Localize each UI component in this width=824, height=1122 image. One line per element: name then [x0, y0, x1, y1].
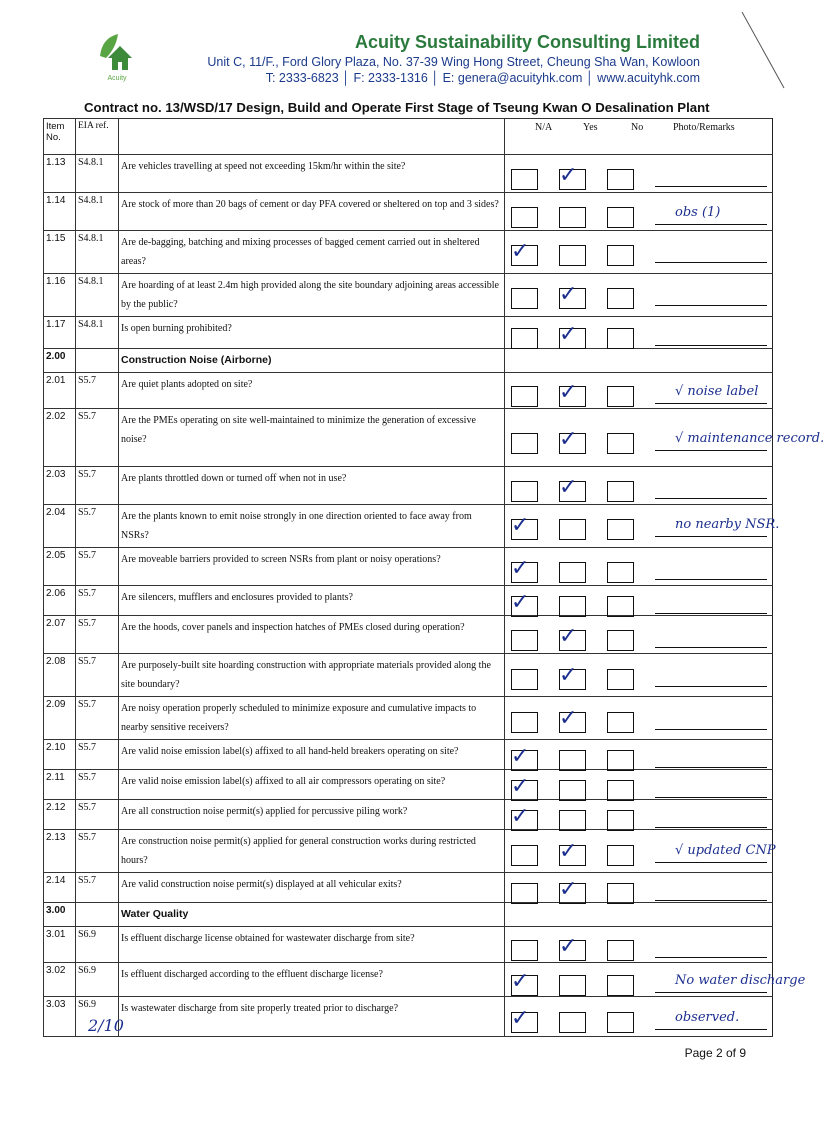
na-checkbox[interactable]	[511, 169, 538, 190]
response-cell	[505, 740, 773, 770]
table-row	[44, 467, 773, 505]
item-number: 3.00	[44, 903, 76, 927]
na-checkbox[interactable]	[511, 433, 538, 454]
response-cell	[505, 373, 773, 409]
table-row	[44, 409, 773, 467]
col-eia-header: EIA ref.	[76, 119, 119, 155]
section-row	[44, 903, 773, 927]
question-text: Are the hoods, cover panels and inspection hatches of PMEs closed during operation?	[119, 616, 505, 654]
no-checkbox[interactable]	[607, 562, 634, 583]
tick-mark-icon: ✓	[559, 474, 578, 500]
yes-checkbox[interactable]	[559, 562, 586, 583]
item-number: 2.00	[44, 349, 76, 373]
item-number: 3.01	[44, 927, 76, 963]
eia-ref: S4.8.1	[76, 231, 119, 274]
remarks-line[interactable]	[655, 498, 767, 499]
table-row	[44, 697, 773, 740]
eia-ref: S4.8.1	[76, 155, 119, 193]
no-checkbox[interactable]	[607, 712, 634, 733]
yes-checkbox[interactable]	[559, 519, 586, 540]
remarks-line[interactable]	[655, 862, 767, 863]
item-number: 1.14	[44, 193, 76, 231]
table-row	[44, 927, 773, 963]
no-checkbox[interactable]	[607, 433, 634, 454]
tick-mark-icon: ✓	[511, 589, 530, 615]
item-number: 2.01	[44, 373, 76, 409]
yes-checkbox[interactable]	[559, 1012, 586, 1033]
remarks-line[interactable]	[655, 767, 767, 768]
tick-mark-icon: ✓	[559, 281, 578, 307]
handwritten-remark: no nearby NSR.	[675, 516, 780, 532]
no-checkbox[interactable]	[607, 207, 634, 228]
item-number: 2.08	[44, 654, 76, 697]
response-cell	[505, 231, 773, 274]
table-row	[44, 193, 773, 231]
no-checkbox[interactable]	[607, 975, 634, 996]
table-row	[44, 373, 773, 409]
tick-mark-icon: ✓	[511, 512, 530, 538]
response-cell	[505, 997, 773, 1037]
yes-checkbox[interactable]	[559, 596, 586, 617]
no-checkbox[interactable]	[607, 386, 634, 407]
question-text: Are de-bagging, batching and mixing processes of bagged cement carried out in sheltered areas?	[119, 231, 505, 274]
no-checkbox[interactable]	[607, 328, 634, 349]
na-checkbox[interactable]	[511, 669, 538, 690]
tick-mark-icon: ✓	[559, 426, 578, 452]
tick-mark-icon: ✓	[511, 803, 530, 829]
yes-checkbox[interactable]	[559, 780, 586, 801]
table-row	[44, 317, 773, 349]
handwritten-remark: obs (1)	[675, 204, 721, 220]
remarks-line[interactable]	[655, 900, 767, 901]
no-checkbox[interactable]	[607, 245, 634, 266]
remarks-line[interactable]	[655, 450, 767, 451]
table-header-row	[44, 119, 773, 155]
remarks-line[interactable]	[655, 1029, 767, 1030]
item-number: 1.16	[44, 274, 76, 317]
no-checkbox[interactable]	[607, 810, 634, 831]
question-text: Are plants throttled down or turned off when not in use?	[119, 467, 505, 505]
question-text: Are stock of more than 20 bags of cement or day PFA covered or sheltered on top and 3 sides?	[119, 193, 505, 231]
question-text: Are silencers, mufflers and enclosures provided to plants?	[119, 586, 505, 616]
question-text: Is effluent discharged according to the effluent discharge license?	[119, 963, 505, 997]
eia-ref: S4.8.1	[76, 274, 119, 317]
handwritten-remark: √ updated CNP	[675, 842, 776, 858]
na-checkbox[interactable]	[511, 386, 538, 407]
table-row	[44, 616, 773, 654]
table-row	[44, 586, 773, 616]
response-cell	[505, 274, 773, 317]
remarks-line[interactable]	[655, 579, 767, 580]
remarks-line[interactable]	[655, 345, 767, 346]
remarks-line[interactable]	[655, 729, 767, 730]
eia-ref: S5.7	[76, 505, 119, 548]
col-no-header: No	[631, 122, 644, 133]
contract-title: Contract no. 13/WSD/17 Design, Build and Operate First Stage of Tseung Kwan O Desalination Plant	[84, 100, 710, 115]
question-text: Are the PMEs operating on site well-maintained to minimize the generation of excessive noise?	[119, 409, 505, 467]
question-text: Are valid construction noise permit(s) displayed at all vehicular exits?	[119, 873, 505, 903]
tick-mark-icon: ✓	[559, 838, 578, 864]
item-number: 1.17	[44, 317, 76, 349]
remarks-line[interactable]	[655, 186, 767, 187]
yes-checkbox[interactable]	[559, 810, 586, 831]
item-number: 2.04	[44, 505, 76, 548]
item-number: 2.02	[44, 409, 76, 467]
response-cell	[505, 317, 773, 349]
eia-ref: S6.9	[76, 997, 119, 1037]
na-checkbox[interactable]	[511, 630, 538, 651]
address-line: Unit C, 11/F., Ford Glory Plaza, No. 37-39 Wing Hong Street, Cheung Sha Wan, Kowloon	[207, 55, 700, 69]
handwritten-remark: observed.	[675, 1009, 740, 1025]
item-number: 3.02	[44, 963, 76, 997]
response-cell	[505, 927, 773, 963]
item-number: 2.05	[44, 548, 76, 586]
remarks-line[interactable]	[655, 797, 767, 798]
response-cell	[505, 830, 776, 873]
tick-mark-icon: ✓	[559, 623, 578, 649]
question-text: Are valid noise emission label(s) affixed to all hand-held breakers operating on site?	[119, 740, 505, 770]
tick-mark-icon: ✓	[511, 1005, 530, 1031]
question-text: Is wastewater discharge from site properly treated prior to discharge?	[119, 997, 505, 1037]
handwritten-remark: √ maintenance record.	[675, 430, 824, 446]
col-remarks-header: Photo/Remarks	[673, 122, 735, 133]
company-address	[207, 54, 700, 86]
item-number: 2.14	[44, 873, 76, 903]
no-checkbox[interactable]	[607, 288, 634, 309]
logo-text: Acuity	[107, 75, 127, 82]
tick-mark-icon: ✓	[511, 555, 530, 581]
no-checkbox[interactable]	[607, 940, 634, 961]
eia-ref: S5.7	[76, 697, 119, 740]
response-cell	[505, 409, 824, 467]
question-text: Are purposely-built site hoarding construction with appropriate materials provided along the site boundary?	[119, 654, 505, 697]
na-checkbox[interactable]	[511, 845, 538, 866]
remarks-line[interactable]	[655, 403, 767, 404]
no-checkbox[interactable]	[607, 669, 634, 690]
table-row	[44, 740, 773, 770]
question-text: Are valid noise emission label(s) affixed to all air compressors operating on site?	[119, 770, 505, 800]
response-cell	[505, 903, 773, 927]
tick-mark-icon: ✓	[511, 773, 530, 799]
handwritten-remark: No water discharge	[675, 972, 806, 988]
response-cell	[505, 873, 773, 903]
eia-ref: S5.7	[76, 830, 119, 873]
col-question-header	[119, 119, 505, 155]
remarks-line[interactable]	[655, 686, 767, 687]
contact-line: T: 2333-6823 │ F: 2333-1316 │ E: genera@acuityhk.com │ www.acuityhk.com	[265, 71, 700, 85]
table-row	[44, 830, 773, 873]
col-check-header	[505, 119, 773, 155]
remarks-line[interactable]	[655, 224, 767, 225]
question-text: Is effluent discharge license obtained for wastewater discharge from site?	[119, 927, 505, 963]
tick-mark-icon: ✓	[511, 743, 530, 769]
eia-ref: S4.8.1	[76, 193, 119, 231]
no-checkbox[interactable]	[607, 596, 634, 617]
tick-mark-icon: ✓	[559, 321, 578, 347]
tick-mark-icon: ✓	[559, 162, 578, 188]
response-cell	[505, 349, 773, 373]
question-text: Are all construction noise permit(s) applied for percussive piling work?	[119, 800, 505, 830]
remarks-line[interactable]	[655, 827, 767, 828]
no-checkbox[interactable]	[607, 519, 634, 540]
eia-ref: S5.7	[76, 467, 119, 505]
na-checkbox[interactable]	[511, 207, 538, 228]
eia-ref: S5.7	[76, 770, 119, 800]
response-cell	[505, 155, 773, 193]
eia-ref: S5.7	[76, 586, 119, 616]
col-na-header: N/A	[535, 122, 553, 133]
section-row	[44, 349, 773, 373]
no-checkbox[interactable]	[607, 630, 634, 651]
na-checkbox[interactable]	[511, 883, 538, 904]
response-cell	[505, 505, 780, 548]
section-title: Water Quality	[119, 903, 505, 927]
page-number: Page 2 of 9	[684, 1046, 746, 1060]
table-row	[44, 963, 773, 997]
table-row	[44, 155, 773, 193]
response-cell	[505, 770, 773, 800]
table-row	[44, 873, 773, 903]
response-cell	[505, 548, 773, 586]
na-checkbox[interactable]	[511, 712, 538, 733]
tick-mark-icon: ✓	[559, 876, 578, 902]
company-name: Acuity Sustainability Consulting Limited	[354, 32, 700, 52]
question-text: Are hoarding of at least 2.4m high provided along the site boundary adjoining areas accessible by the public?	[119, 274, 505, 317]
item-number: 2.06	[44, 586, 76, 616]
na-checkbox[interactable]	[511, 288, 538, 309]
eia-ref: S5.7	[76, 409, 119, 467]
tick-mark-icon: ✓	[559, 933, 578, 959]
tick-mark-icon: ✓	[511, 238, 530, 264]
eia-ref	[76, 903, 119, 927]
remarks-line[interactable]	[655, 957, 767, 958]
section-title: Construction Noise (Airborne)	[119, 349, 505, 373]
question-text: Are the plants known to emit noise strongly in one direction oriented to face away from NSRs?	[119, 505, 505, 548]
yes-checkbox[interactable]	[559, 975, 586, 996]
table-row	[44, 548, 773, 586]
item-number: 2.13	[44, 830, 76, 873]
response-cell	[505, 586, 773, 616]
remarks-line[interactable]	[655, 647, 767, 648]
question-text: Are noisy operation properly scheduled to minimize exposure and cumulative impacts to nearby sensitive receivers?	[119, 697, 505, 740]
remarks-line[interactable]	[655, 992, 767, 993]
eia-ref: S5.7	[76, 616, 119, 654]
eia-ref: S5.7	[76, 800, 119, 830]
question-text: Is open burning prohibited?	[119, 317, 505, 349]
na-checkbox[interactable]	[511, 481, 538, 502]
corner-pen-mark-icon	[740, 10, 786, 90]
item-number: 2.12	[44, 800, 76, 830]
handwritten-page-note: 2/10	[88, 1016, 124, 1035]
question-text: Are moveable barriers provided to screen NSRs from plant or noisy operations?	[119, 548, 505, 586]
item-number: 2.11	[44, 770, 76, 800]
eia-ref: S5.7	[76, 548, 119, 586]
eia-ref: S6.9	[76, 927, 119, 963]
col-item-header: Item No.	[44, 119, 76, 155]
no-checkbox[interactable]	[607, 481, 634, 502]
item-number: 1.15	[44, 231, 76, 274]
item-number: 2.09	[44, 697, 76, 740]
response-cell	[505, 697, 773, 740]
item-number: 2.03	[44, 467, 76, 505]
remarks-line[interactable]	[655, 536, 767, 537]
no-checkbox[interactable]	[607, 883, 634, 904]
eia-ref: S5.7	[76, 654, 119, 697]
eia-ref: S5.7	[76, 740, 119, 770]
eia-ref: S5.7	[76, 873, 119, 903]
no-checkbox[interactable]	[607, 845, 634, 866]
question-text: Are quiet plants adopted on site?	[119, 373, 505, 409]
table-row	[44, 654, 773, 697]
tick-mark-icon: ✓	[559, 662, 578, 688]
item-number: 2.07	[44, 616, 76, 654]
handwritten-remark: √ noise label	[675, 383, 759, 399]
response-cell	[505, 467, 773, 505]
response-cell	[505, 193, 773, 231]
remarks-line[interactable]	[655, 305, 767, 306]
table-row	[44, 770, 773, 800]
response-cell	[505, 654, 773, 697]
item-number: 2.10	[44, 740, 76, 770]
remarks-line[interactable]	[655, 613, 767, 614]
table-row	[44, 505, 773, 548]
table-row	[44, 800, 773, 830]
no-checkbox[interactable]	[607, 1012, 634, 1033]
tick-mark-icon: ✓	[511, 968, 530, 994]
table-row	[44, 997, 773, 1037]
yes-checkbox[interactable]	[559, 750, 586, 771]
item-number: 1.13	[44, 155, 76, 193]
na-checkbox[interactable]	[511, 940, 538, 961]
response-cell	[505, 800, 773, 830]
col-yes-header: Yes	[583, 122, 598, 133]
tick-mark-icon: ✓	[559, 705, 578, 731]
response-cell	[505, 963, 806, 997]
checklist-table	[43, 118, 824, 1037]
eia-ref: S6.9	[76, 963, 119, 997]
no-checkbox[interactable]	[607, 169, 634, 190]
company-logo-icon	[92, 28, 142, 86]
question-text: Are vehicles travelling at speed not exceeding 15km/hr within the site?	[119, 155, 505, 193]
yes-checkbox[interactable]	[559, 245, 586, 266]
question-text: Are construction noise permit(s) applied for general construction works during restricted hours?	[119, 830, 505, 873]
remarks-line[interactable]	[655, 262, 767, 263]
table-row	[44, 231, 773, 274]
response-cell	[505, 616, 773, 654]
no-checkbox[interactable]	[607, 750, 634, 771]
item-number: 3.03	[44, 997, 76, 1037]
tick-mark-icon: ✓	[559, 379, 578, 405]
eia-ref	[76, 349, 119, 373]
no-checkbox[interactable]	[607, 780, 634, 801]
table-row	[44, 274, 773, 317]
na-checkbox[interactable]	[511, 328, 538, 349]
eia-ref: S5.7	[76, 373, 119, 409]
yes-checkbox[interactable]	[559, 207, 586, 228]
eia-ref: S4.8.1	[76, 317, 119, 349]
